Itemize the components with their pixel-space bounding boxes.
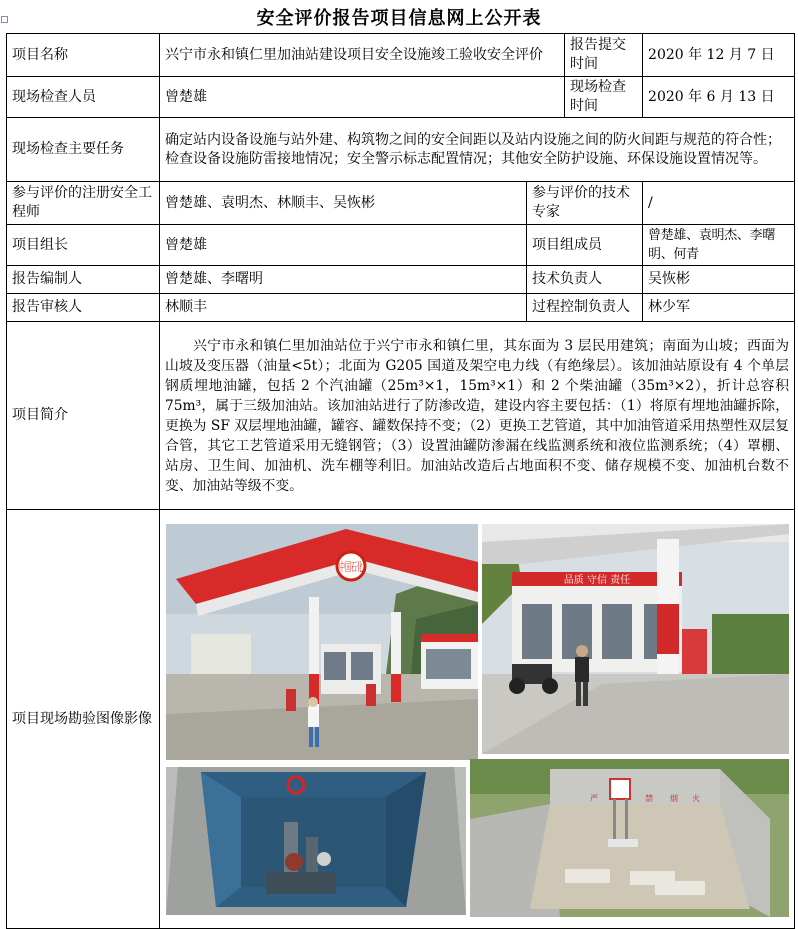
inspection-date-value: 2020 年 6 月 13 日: [643, 77, 795, 118]
row-compiler: [7, 266, 795, 294]
row-intro: [7, 322, 795, 510]
tasks-label: 现场检查主要任务: [7, 118, 160, 182]
fire-sign-4: 火: [692, 794, 700, 803]
engineers-label: 参与评价的注册安全工程师: [7, 182, 160, 225]
fire-sign-1: 严: [590, 794, 598, 803]
row-leader: [7, 225, 795, 266]
project-name-value: 兴宁市永和镇仁里加油站建设项目安全设施竣工验收安全评价: [160, 34, 565, 77]
experts-label: 参与评价的技术专家: [527, 182, 643, 225]
row-photos: [7, 510, 795, 929]
fire-sign-3: 烟: [670, 794, 678, 803]
row-engineers: [7, 182, 795, 225]
members-label: 项目组成员: [527, 225, 643, 266]
row-inspectors: [7, 77, 795, 118]
row-tasks: [7, 118, 795, 182]
fire-sign-2: 禁: [645, 794, 653, 803]
leader-value: 曾楚雄: [160, 225, 527, 266]
intro-value: 兴宁市永和镇仁里加油站位于兴宁市永和镇仁里，其东面为 3 层民用建筑；南面为山坡；西面为山坡及变压器（油量<5t）；北面为 G205 国道及架空电力线（有绝缘层）。该加油站原设有 4 个单层钢质埋地油罐，包括 2 个汽油罐（25m³×1，15m³×1）和 2 个柴油罐（35m³×2），折计总容积 75m³，属于三级加油站。该加油站进行了防渗改造，建设内容主要包括：（1）将原有埋地油罐拆除，更换为 SF 双层埋地油罐，罐容、罐数保持不变；（2）更换工艺管道，其中加油管道采用热塑性双层复合管，其它工艺管道采用无缝钢管；（3）设置油罐防渗漏在线监测系统和液位监测系统；（4）罩棚、站房、卫生间、加油机、洗车棚等利旧。加油站改造后占地面积不变、储存规模不变、加油机台数不变、加油站等级不变。: [160, 322, 795, 510]
inspectors-value: 曾楚雄: [160, 77, 565, 118]
report-date-label: 报告提交时间: [565, 34, 643, 77]
tech-lead-label: 技术负责人: [527, 266, 643, 294]
row-reviewer: [7, 294, 795, 322]
engineers-value: 曾楚雄、袁明杰、林顺丰、吴恢彬: [160, 182, 527, 225]
photos-cell: [160, 510, 795, 929]
row-project-name: [7, 34, 795, 77]
slogan-sign-text: 品质 守信 责任: [563, 575, 631, 586]
report-date-value: 2020 年 12 月 7 日: [643, 34, 795, 77]
photo-area: [160, 510, 794, 928]
page-title: 安全评价报告项目信息网上公开表: [256, 8, 542, 29]
intro-label: 项目简介: [7, 322, 160, 510]
members-value: 曾楚雄、袁明杰、李曙明、何青: [643, 225, 795, 266]
photo-station-canopy: [166, 524, 478, 760]
process-lead-label: 过程控制负责人: [527, 294, 643, 322]
photo-tank-manhole: [166, 767, 466, 915]
inspectors-label: 现场检查人员: [7, 77, 160, 118]
reviewer-label: 报告审核人: [7, 294, 160, 322]
photos-label: 项目现场勘验图像影像: [7, 510, 160, 929]
brand-sign-text: [339, 559, 363, 574]
project-name-label: 项目名称: [7, 34, 160, 77]
reviewer-value: 林顺丰: [160, 294, 527, 322]
inspection-date-label: 现场检查时间: [565, 77, 643, 118]
photo-station-forecourt: [482, 524, 789, 754]
process-lead-value: 林少军: [643, 294, 795, 322]
experts-value: /: [643, 182, 795, 225]
compiler-label: 报告编制人: [7, 266, 160, 294]
leader-label: 项目组长: [7, 225, 160, 266]
compiler-value: 曾楚雄、李曙明: [160, 266, 527, 294]
info-table: [6, 33, 795, 929]
tasks-value: 确定站内设备设施与站外建、构筑物之间的安全间距以及站内设施之间的防火间距与规范的符合性；检查设备设施防雷接地情况；安全警示标志配置情况；其他安全防护设施、环保设施设置情况等。: [160, 118, 795, 182]
tech-lead-value: 吴恢彬: [643, 266, 795, 294]
photo-tank-pit: [470, 759, 789, 917]
